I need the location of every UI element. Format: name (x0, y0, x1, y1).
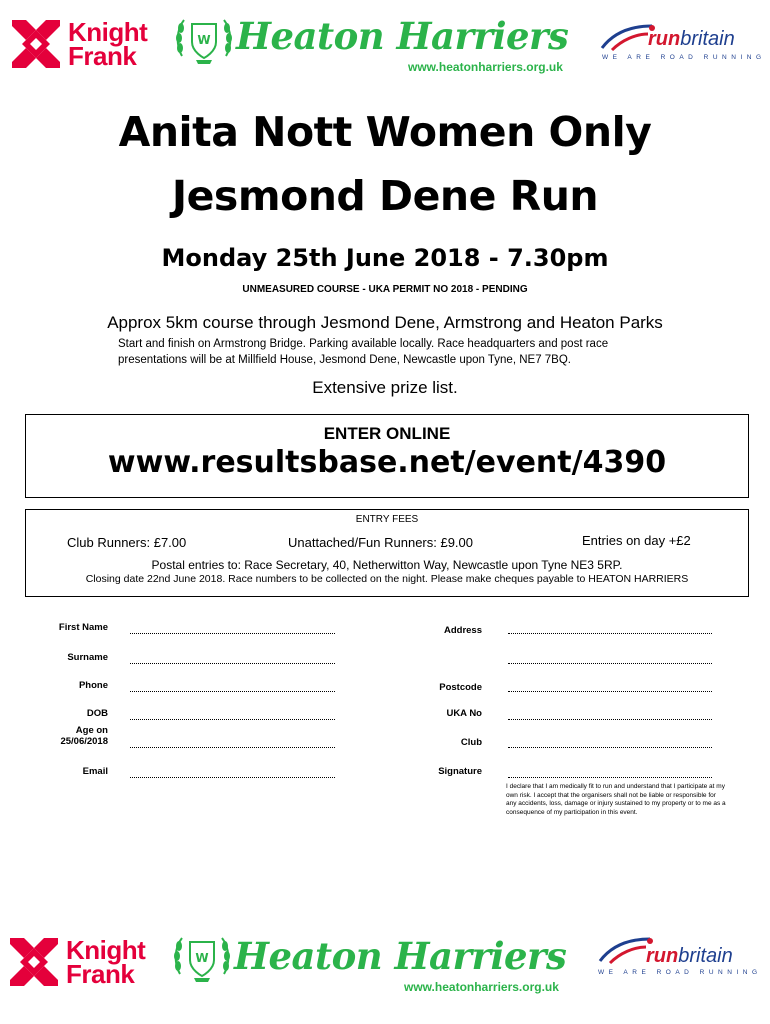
dob-field[interactable] (130, 718, 335, 720)
runbritain-run: run (648, 28, 681, 50)
knight-frank-line1: Knight (68, 17, 148, 47)
heaton-harriers-website: www.heatonharriers.org.uk (408, 60, 563, 74)
age-on-label-line1: Age on (75, 725, 108, 736)
footer-runbritain-run: run (646, 945, 679, 967)
knight-frank-mark-icon (12, 20, 60, 68)
signature-label: Signature (438, 766, 482, 777)
postcode-field[interactable] (508, 690, 712, 692)
footer-knight-frank-wordmark (66, 935, 146, 989)
postal-entries: Postal entries to: Race Secretary, 40, Netherwitton Way, Newcastle upon Tyne NE3 5RP. (151, 558, 623, 572)
runbritain-wordmark (648, 28, 735, 51)
footer-heaton-harriers-crest-icon (172, 930, 232, 982)
signature-field[interactable] (508, 776, 712, 778)
runbritain-britain: britain (680, 28, 735, 50)
age-on-label-line2: 25/06/2018 (60, 736, 108, 747)
footer-knight-frank-line1: Knight (66, 935, 146, 965)
event-title-line1: Anita Nott Women Only (118, 108, 652, 156)
course-description: Approx 5km course through Jesmond Dene, Armstrong and Heaton Parks (107, 313, 663, 332)
footer-heaton-harriers-title: Heaton Harriers (234, 934, 567, 978)
enter-online-box (25, 414, 749, 498)
footer-runbritain-wordmark (646, 945, 733, 968)
entry-url-link[interactable]: www.resultsbase.net/event/4390 (107, 445, 667, 480)
footer-runbritain-britain: britain (678, 945, 733, 967)
entry-fees-title: ENTRY FEES (355, 514, 419, 525)
dob-label: DOB (86, 708, 108, 719)
address-field-line1[interactable] (508, 632, 712, 634)
closing-date-note: Closing date 22nd June 2018. Race numbers to be collected on the night. Please make cheques payable to HEATON HARRIERS (85, 573, 689, 585)
event-details-line1: Start and finish on Armstrong Bridge. Parking available locally. Race headquarters and post race (118, 338, 609, 350)
footer-knight-frank-logo (10, 935, 146, 989)
email-label: Email (82, 766, 108, 777)
address-label: Address (443, 625, 482, 636)
first-name-label: First Name (58, 622, 108, 633)
runbritain-tagline: WE ARE ROAD RUNNING (602, 54, 766, 61)
event-date-time: Monday 25th June 2018 - 7.30pm (161, 244, 609, 272)
club-field[interactable] (508, 746, 712, 748)
uka-no-label: UKA No (446, 708, 482, 719)
runbritain-logo (598, 22, 766, 68)
fee-on-day: Entries on day +£2 (582, 533, 691, 548)
email-field[interactable] (130, 776, 335, 778)
address-field-line2[interactable] (508, 662, 712, 664)
enter-online-label: ENTER ONLINE (323, 424, 451, 443)
knight-frank-wordmark (68, 17, 148, 71)
fee-club-runners: Club Runners: £7.00 (67, 535, 187, 550)
first-name-field[interactable] (130, 632, 335, 634)
permit-note: UNMEASURED COURSE - UKA PERMIT NO 2018 - PENDING (242, 284, 528, 295)
entry-fees-box (25, 509, 749, 597)
footer-heaton-harriers-website: www.heatonharriers.org.uk (404, 980, 559, 994)
knight-frank-line2: Frank (68, 41, 137, 71)
event-details-line2: presentations will be at Millfield House, Jesmond Dene, Newcastle upon Tyne, NE7 7BQ. (118, 354, 571, 366)
heaton-harriers-title: Heaton Harriers (236, 14, 569, 58)
postcode-label: Postcode (439, 682, 482, 693)
surname-label: Surname (67, 652, 108, 663)
event-details (118, 336, 678, 368)
fee-unattached-runners: Unattached/Fun Runners: £9.00 (288, 535, 474, 550)
club-label: Club (460, 737, 482, 748)
age-on-field[interactable] (130, 746, 335, 748)
footer-runbritain-logo (596, 935, 762, 981)
footer-runbritain-tagline: WE ARE ROAD RUNNING (598, 969, 762, 976)
svg-text:W: W (197, 33, 211, 47)
prize-list: Extensive prize list. (312, 378, 458, 397)
svg-text:W: W (195, 951, 209, 965)
event-title-line2: Jesmond Dene Run (171, 172, 599, 220)
heaton-harriers-crest-icon (174, 12, 234, 64)
footer-knight-frank-line2: Frank (66, 959, 135, 989)
phone-label: Phone (78, 680, 108, 691)
surname-field[interactable] (130, 662, 335, 664)
uka-no-field[interactable] (508, 718, 712, 720)
phone-field[interactable] (130, 690, 335, 692)
age-on-label (38, 725, 108, 747)
knight-frank-logo (12, 17, 148, 71)
footer-knight-frank-mark-icon (10, 938, 58, 986)
declaration-text: I declare that I am medically fit to run and understand that I participate at my own risk. I accept that the organisers shall not be liable or responsible for any accidents, loss, damage or injury sustained to my property or to me as a consequence of my participation in this event. (506, 783, 726, 816)
